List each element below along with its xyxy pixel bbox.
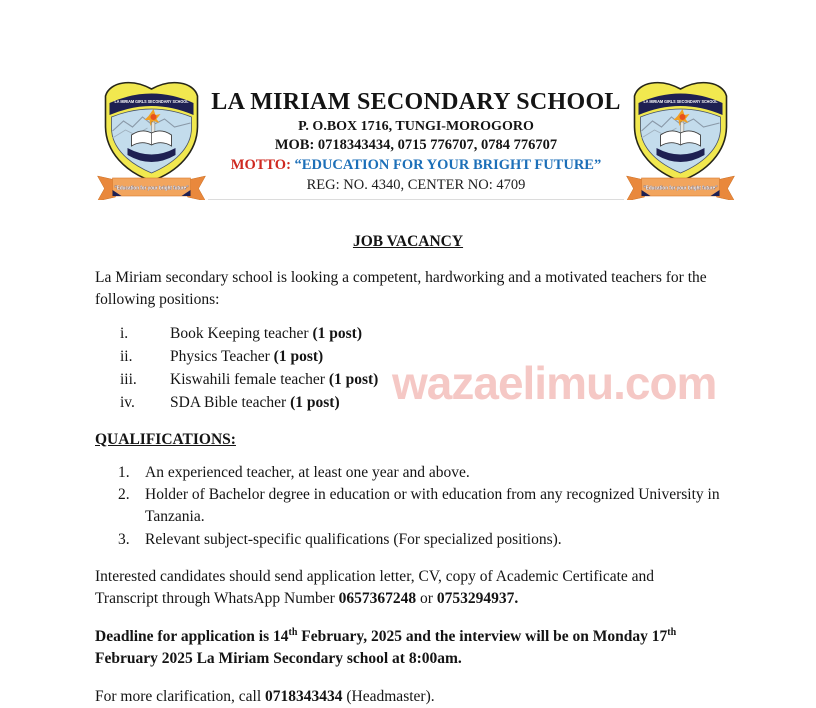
motto-label: MOTTO:	[230, 157, 291, 173]
post-count: (1 post)	[312, 325, 362, 342]
position-name: SDA Bible teacher (1 post)	[170, 394, 340, 412]
list-marker: ii.	[120, 348, 133, 366]
deadline-paragraph: Deadline for application is 14th February, 2025 and the interview will be on Monday 17th February 2025 La Miriam Secondary school at 8:00am.	[95, 627, 677, 668]
school-motto	[208, 157, 624, 174]
school-crest-icon	[624, 78, 737, 200]
list-item	[95, 324, 720, 344]
list-marker: i.	[120, 325, 129, 342]
crest-ribbon-text: “Education for your bright future”	[114, 185, 189, 192]
crest-band-text: LA MIRIAM GIRLS SECONDARY SCHOOL	[114, 99, 189, 104]
qualifications-heading: QUALIFICATIONS:	[95, 430, 236, 448]
letterhead	[0, 0, 816, 200]
header-divider	[208, 199, 624, 200]
post-count: (1 post)	[328, 371, 379, 389]
letterhead-text	[208, 78, 624, 200]
list-item	[95, 529, 720, 551]
crest-ribbon-text: “Education for your bright future”	[643, 185, 718, 192]
ordinal-suffix: th	[667, 627, 677, 639]
list-item	[95, 462, 720, 484]
qualification-text: Relevant subject-specific qualifications (For specialized positions).	[145, 530, 562, 548]
school-name: LA MIRIAM SECONDARY SCHOOL	[211, 89, 621, 115]
document-body	[0, 267, 816, 708]
whatsapp-number-2: 0753294937.	[436, 590, 519, 608]
headmaster-phone: 0718343434	[265, 688, 343, 706]
list-marker: 1.	[118, 463, 130, 481]
list-item	[95, 393, 720, 413]
qualifications-list	[95, 462, 720, 551]
qualification-text: Holder of Bachelor degree in education or with education from any recognized University in Tanzania.	[145, 486, 720, 525]
list-marker: 3.	[118, 530, 130, 548]
qualification-text: An experienced teacher, at least one year and above.	[145, 463, 470, 481]
intro-paragraph: La Miriam secondary school is looking a competent, hardworking and a motivated teachers for the following positions:	[95, 269, 707, 308]
list-marker: 2.	[118, 486, 130, 504]
motto-text: “EDUCATION FOR YOUR BRIGHT FUTURE”	[294, 157, 602, 173]
list-item	[95, 370, 720, 390]
whatsapp-number-1: 0657367248	[338, 590, 417, 608]
application-paragraph: Interested candidates should send application letter, CV, copy of Academic Certificate and Transcript through WhatsApp Number 0657367248 or 0753294937.	[95, 568, 655, 608]
position-name: Kiswahili female teacher (1 post)	[170, 371, 379, 389]
ordinal-suffix: th	[288, 627, 298, 639]
positions-list	[95, 324, 720, 414]
list-marker: iv.	[120, 394, 135, 412]
watermark: wazaelimu.com	[392, 357, 717, 409]
position-name: Physics Teacher (1 post)	[170, 348, 324, 366]
list-item	[95, 347, 720, 367]
list-item	[95, 484, 720, 527]
school-address: P. O.BOX 1716, TUNGI-MOROGORO	[298, 119, 534, 134]
school-logo-left	[95, 78, 208, 200]
registration-number: REG: NO. 4340, CENTER NO: 4709	[306, 177, 526, 193]
crest-band-text: LA MIRIAM GIRLS SECONDARY SCHOOL	[643, 99, 718, 104]
document-title: JOB VACANCY	[352, 233, 464, 250]
school-crest-icon	[95, 78, 208, 200]
school-logo-right	[624, 78, 737, 200]
list-marker: iii.	[120, 371, 137, 389]
school-phone-numbers: MOB: 0718343434, 0715 776707, 0784 776707	[274, 137, 558, 153]
position-name: Book Keeping teacher (1 post)	[170, 325, 362, 342]
post-count: (1 post)	[273, 348, 324, 366]
clarification-paragraph: For more clarification, call 0718343434 (Headmaster).	[95, 688, 435, 706]
post-count: (1 post)	[290, 394, 340, 412]
